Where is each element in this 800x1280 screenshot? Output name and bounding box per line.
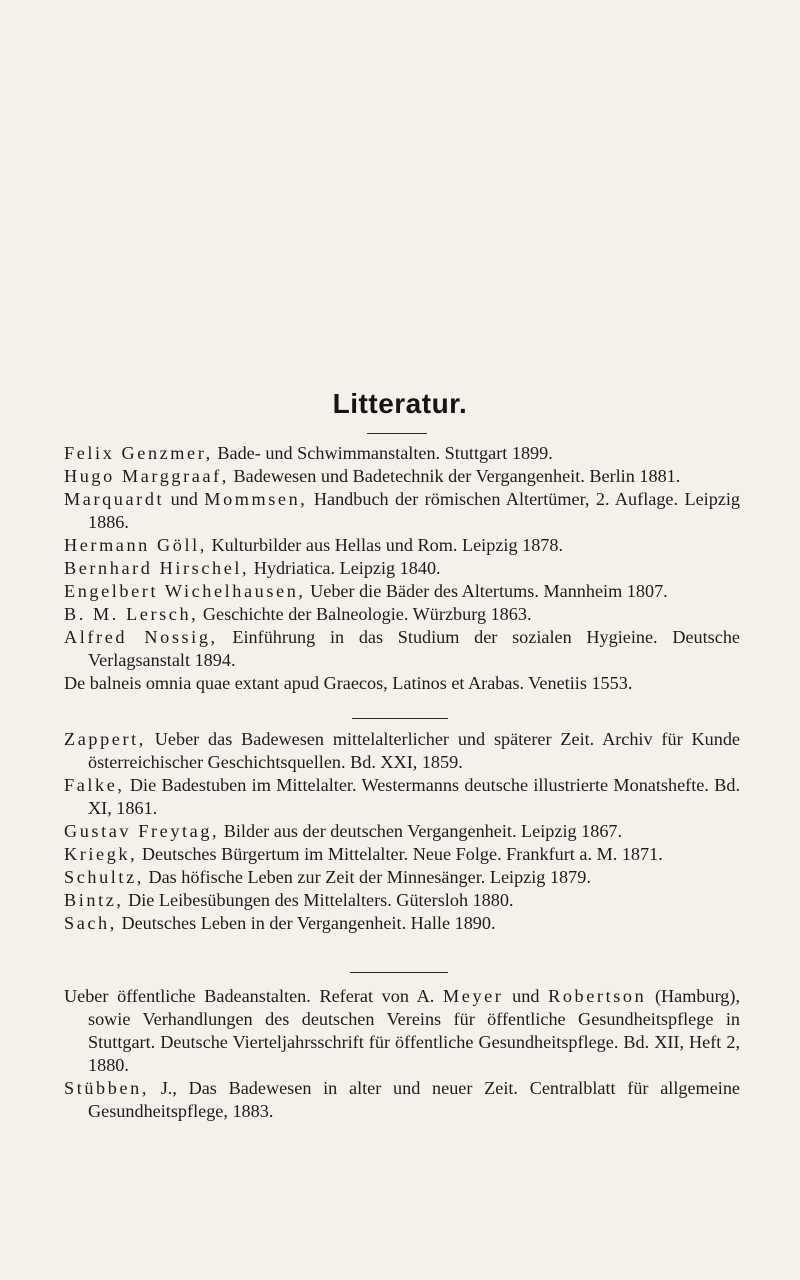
bibliography-entry (64, 1077, 740, 1123)
entry-text: Bade- und Schwimmanstalten. Stuttgart 1899. (212, 443, 553, 463)
section-divider (350, 972, 448, 973)
bibliography-entry (64, 728, 740, 774)
entry-text: J., Das Badewesen in alter und neuer Zeit. Centralblatt für allgemeine Gesundheitspflege, 1883. (88, 1078, 740, 1121)
entry-text: Kulturbilder aus Hellas und Rom. Leipzig 1878. (206, 535, 564, 555)
bibliography-entry (64, 889, 740, 912)
bibliography-entry (64, 843, 740, 866)
entry-text: und (164, 489, 205, 509)
entry-author: Bernhard Hirschel, (64, 558, 250, 578)
entry-text: Die Leibesübungen des Mittelalters. Gütersloh 1880. (123, 890, 514, 910)
bibliography-entry (64, 534, 740, 557)
entry-author-2: Mommsen, (204, 489, 308, 509)
entry-author: Felix Genzmer, (64, 443, 213, 463)
entry-text: Deutsches Bürgertum im Mittelalter. Neue Folge. Frankfurt a. M. 1871. (137, 844, 663, 864)
entry-text: Das höfische Leben zur Zeit der Minnesänger. Leipzig 1879. (143, 867, 591, 887)
entry-author-2: Robertson (548, 986, 647, 1006)
entry-author: Marquardt (64, 489, 165, 509)
bibliography-entry (64, 488, 740, 534)
entry-author: Sach, (64, 913, 117, 933)
bibliography-entry (64, 557, 740, 580)
entry-text: Badewesen und Badetechnik der Vergangenheit. Berlin 1881. (228, 466, 681, 486)
entry-author: Stübben, (64, 1078, 149, 1098)
entry-text: Bilder aus der deutschen Vergangenheit. Leipzig 1867. (219, 821, 623, 841)
entry-text: Ueber das Badewesen mittelalterlicher und späterer Zeit. Archiv für Kunde österreichischer Geschichtsquellen. Bd. XXI, 1859. (88, 729, 740, 772)
section-divider (352, 718, 448, 719)
bibliography-entry (64, 866, 740, 889)
entry-author: B. M. Lersch, (64, 604, 199, 624)
bibliography-entry (64, 774, 740, 820)
entry-text: und (503, 986, 549, 1006)
entry-text: Die Badestuben im Mittelalter. Westermanns deutsche illustrierte Monatshefte. Bd. XI, 1861. (88, 775, 740, 818)
bibliography-entry (64, 672, 740, 695)
entry-author: Engelbert Wichelhausen, (64, 581, 306, 601)
entry-author: Zappert, (64, 729, 146, 749)
entry-author: Hugo Marggraaf, (64, 466, 229, 486)
entry-text: Ueber die Bäder des Altertums. Mannheim 1807. (305, 581, 668, 601)
entry-author: Meyer (443, 986, 504, 1006)
entry-text-2: Handbuch der römischen Altertümer, 2. Auflage. Leipzig 1886. (88, 489, 741, 532)
bibliography-section-2 (64, 728, 740, 935)
entry-author: Bintz, (64, 890, 124, 910)
entry-text: Einführung in das Studium der sozialen Hygieine. Deutsche Verlagsanstalt 1894. (88, 627, 740, 670)
bibliography-entry (64, 580, 740, 603)
entry-author: Kriegk, (64, 844, 138, 864)
entry-author: Schultz, (64, 867, 144, 887)
entry-author: Hermann Göll, (64, 535, 207, 555)
entry-text-2: (Hamburg), sowie Verhandlungen des deutschen Vereins für öffentliche Gesundheitspflege in Stuttgart. Deutsche Vierteljahrsschrift für öffentliche Gesundheitspflege. Bd. XII, Heft 2, 1880. (88, 986, 741, 1075)
title-divider (367, 433, 427, 434)
bibliography-entry (64, 442, 740, 465)
entry-text: Geschichte der Balneologie. Würzburg 1863. (198, 604, 532, 624)
entry-text: Hydriatica. Leipzig 1840. (249, 558, 441, 578)
entry-author: Gustav Freytag, (64, 821, 220, 841)
bibliography-section-1 (64, 442, 740, 695)
bibliography-section-3 (64, 985, 740, 1123)
bibliography-entry (64, 465, 740, 488)
entry-text: De balneis omnia quae extant apud Graecos, Latinos et Arabas. Venetiis 1553. (64, 673, 633, 693)
bibliography-entry (64, 912, 740, 935)
bibliography-entry (64, 603, 740, 626)
entry-prefix: Ueber öffentliche Badeanstalten. Referat von A. (64, 986, 443, 1006)
entry-author: Alfred Nossig, (64, 627, 218, 647)
entry-author: Falke, (64, 775, 125, 795)
page-title: Litteratur. (332, 388, 468, 419)
bibliography-entry (64, 820, 740, 843)
bibliography-entry (64, 626, 740, 672)
entry-text: Deutsches Leben in der Vergangenheit. Halle 1890. (116, 913, 496, 933)
bibliography-entry (64, 985, 740, 1077)
